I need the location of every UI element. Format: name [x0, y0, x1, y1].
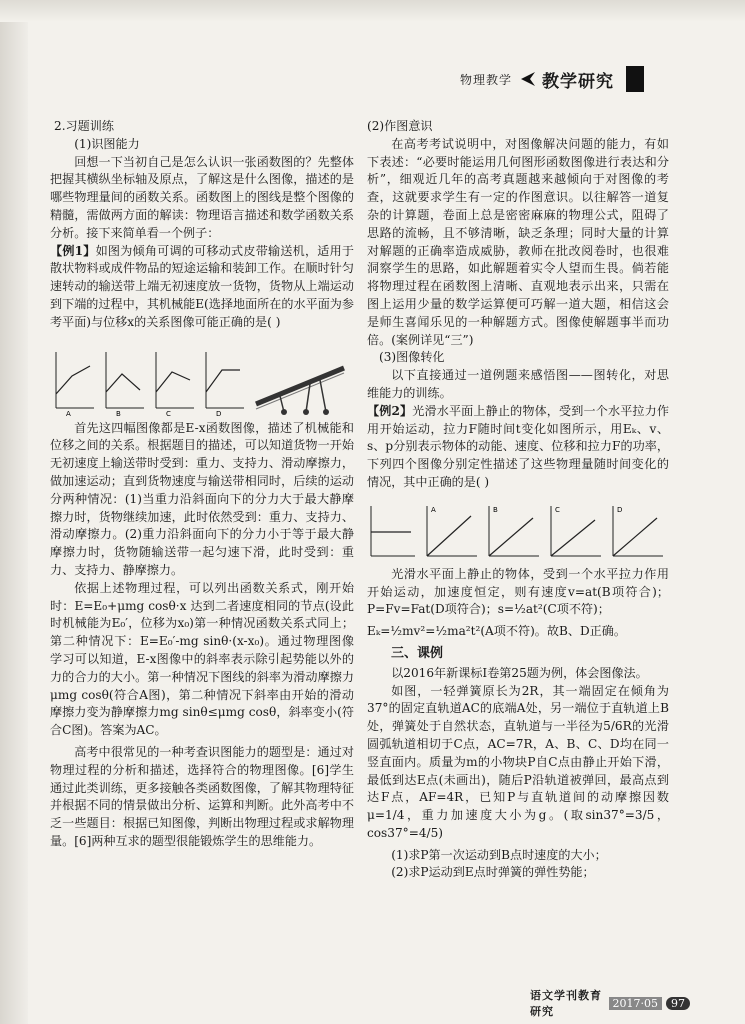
sub-heading-2: (2)作图意识	[367, 119, 433, 133]
sub-heading-1: (1)识图能力	[74, 136, 140, 151]
graph-label: A	[431, 505, 436, 514]
graph-label: D	[216, 409, 222, 416]
question-2: (2)求P运动到E点时弹簧的弹性势能；	[391, 865, 595, 880]
graph-label: B	[116, 409, 121, 416]
running-header	[460, 64, 722, 94]
issue-badge: 2017·05	[609, 997, 663, 1010]
graph-c	[547, 502, 603, 560]
paragraph: 回想一下当初自己是怎么认识一张函数图的？先整体把握其横纵坐标轴及原点，了解这是什么图像，描述的是哪些物理量间的函数关系。函数图上的图线是整个图像的精髓，需做两方面的解读：物理语言描述和数学函数关系分析。接下来简单看一个例子：	[50, 154, 354, 240]
example-tag: 【例2】	[367, 403, 413, 418]
graph-force	[367, 502, 417, 560]
paragraph: 首先这四幅图像都是E-x函数图像，描述了机械能和位移之间的关系。根据题目的描述，可以知道货物一开始无初速度上输送带时受到：重力、支持力、滑动摩擦力，做加速运动；直到货物速度与输送带相同时，后续的运动分两种情况：(1)当重力沿斜面向下的分力大于最大静摩擦力时，货物继续加速，此时依然受到：重力、支持力、滑动摩擦力。(2)重力沿斜面向下的分力小于等于最大静摩擦力时，货物随输送带一起匀速下滑，此时受到：重力、支持力、静摩擦力。	[50, 420, 354, 577]
section-heading: 三、课例	[391, 645, 444, 661]
paragraph: 在高考考试说明中，对图像解决问题的能力，有如下表述：“必要时能运用几何图形函数图像进行表达和分析”，细观近几年的高考真题越来越倾向于对图像的考查，这就要求学生有一定的作图意识。以往解答一道复杂的计算题，卷面上总是密密麻麻的物理公式，阻碍了思路的流畅，且不够清晰，缺乏条理；同时大量的计算对解题的正确率造成威胁，教师在批改阅卷时，也很难洞察学生的思路，如此解题着实令人望而生畏。倘若能将物理过程在函数图上清晰、直观地表示出来，只需在图上运用少量的数学运算便可巧解一道大题，相信这会是师生喜闻乐见的一种解题方式。图像使解题事半而功倍。(案例详见“三”)	[367, 136, 669, 347]
left-column	[50, 118, 354, 851]
sub-heading-3: (3)图像转化	[379, 350, 445, 365]
conveyor-illustration	[250, 354, 350, 416]
paragraph: 依据上述物理过程，可以列出函数关系式，刚开始时：E=E₀+μmg cosθ·x 达到二者速度相同的节点(设此时机械能为E₀′，位移为x₀)第一种情况函数关系式同上；第二种情况下：E=E₀′-mg sinθ·(x-x₀)。通过物理图像学习可以知道，E-x图像中的斜率表示除引起势能以外的力的合力的大小。第一种情况下图线的斜率为滑动摩擦力μmg cosθ(符合A图)，第二种情况下斜率由开始的滑动摩擦力变为静摩擦力mg sinθ≤μmg cosθ，斜率变小(符合C图)。答案为AC。	[50, 580, 354, 738]
chevron-left-icon	[518, 71, 536, 87]
example-text: 如图为倾角可调的可移动式皮带输送机，适用于散状物料或成件物品的短途运输和装卸工作。在顺时针匀速转动的输送带上端无初速度放一货物，货物从上端运动到下端的过程中，其机械能E(选择地面所在的水平面为参考平面)与位移x的关系图像可能正确的是( )	[50, 243, 354, 329]
paragraph: 以下直接通过一道例题来感悟图——图转化，对思维能力的训练。	[367, 368, 669, 400]
paragraph: 光滑水平面上静止的物体，受到一个水平拉力作用开始运动，加速度恒定，则有速度v=at(B项符合)；P=Fv=Fat(D项符合)；s=½at²(C项不符)；	[367, 566, 669, 617]
example-tag: 【例1】	[50, 243, 96, 258]
example-text: 光滑水平面上静止的物体，受到一个水平拉力作用开始运动，拉力F随时间t变化如图所示，用Eₖ、v、s、p分别表示物体的动能、速度、位移和拉力F的功率，下列四个图像分别定性描述了这些物理量随时间变化的情况，其中正确的是( )	[367, 403, 669, 489]
scan-shadow-left	[0, 0, 28, 1024]
example-2	[367, 403, 669, 492]
subsection-heading: 2.习题训练	[54, 119, 114, 133]
header-section-small: 物理教学	[460, 72, 513, 87]
example-1	[50, 243, 354, 332]
graph-label: C	[555, 505, 560, 514]
right-column	[367, 118, 669, 882]
graph-d	[200, 346, 246, 416]
graph-d	[609, 502, 665, 560]
paragraph: 高考中很常见的一种考查识图能力的题型是：通过对物理过程的分析和描述，选择符合的物理图像。[6]学生通过此类训练，更多接触各类函数图像，了解其物理特征并根据不同的情景做出分析、运算和判断。此外高考中不乏一些题目：根据已知图像，判断出物理过程或求解物理量。[6]两种互求的题型很能锻炼学生的思维能力。	[50, 744, 354, 848]
graph-b	[485, 502, 541, 560]
example-1-figures	[50, 338, 354, 416]
header-section-big: 教学研究	[542, 71, 615, 92]
journal-name: 语文学刊教育研究	[530, 989, 602, 1018]
header-block-mark	[626, 66, 644, 92]
graph-label: B	[493, 505, 498, 514]
graph-label: A	[66, 409, 71, 416]
graph-b	[100, 346, 146, 416]
graph-label: D	[617, 505, 623, 514]
paragraph: 以2016年新课标I卷第25题为例，体会图像法。	[391, 665, 648, 680]
graph-label: C	[166, 409, 171, 416]
page-footer	[530, 989, 690, 1018]
example-2-figures	[367, 498, 669, 560]
graph-c	[150, 346, 196, 416]
page-number: 97	[666, 997, 690, 1010]
scan-shadow-top	[0, 0, 745, 22]
graph-a	[50, 346, 96, 416]
paragraph: 如图，一轻弹簧原长为2R，其一端固定在倾角为37°的固定直轨道AC的底端A处，另一端位于直轨道上B处，弹簧处于自然状态，直轨道与一半径为5/6R的光滑圆弧轨道相切于C点，AC=7R，A、B、C、D均在同一竖直面内。质量为m的小物块P自C点由静止开始下滑，最低到达E点(未画出)，随后P沿轨道被弹回，最高点到达F点，AF=4R，已知P与直轨道间的动摩擦因数μ=1/4，重力加速度大小为g。(取sin37°=3/5，cos37°=4/5)	[367, 683, 669, 840]
question-1: (1)求P第一次运动到B点时速度的大小；	[391, 847, 607, 862]
graph-a	[423, 502, 479, 560]
formula-line: Eₖ=½mv²=½ma²t²(A项不符)。故B、D正确。	[367, 624, 626, 639]
